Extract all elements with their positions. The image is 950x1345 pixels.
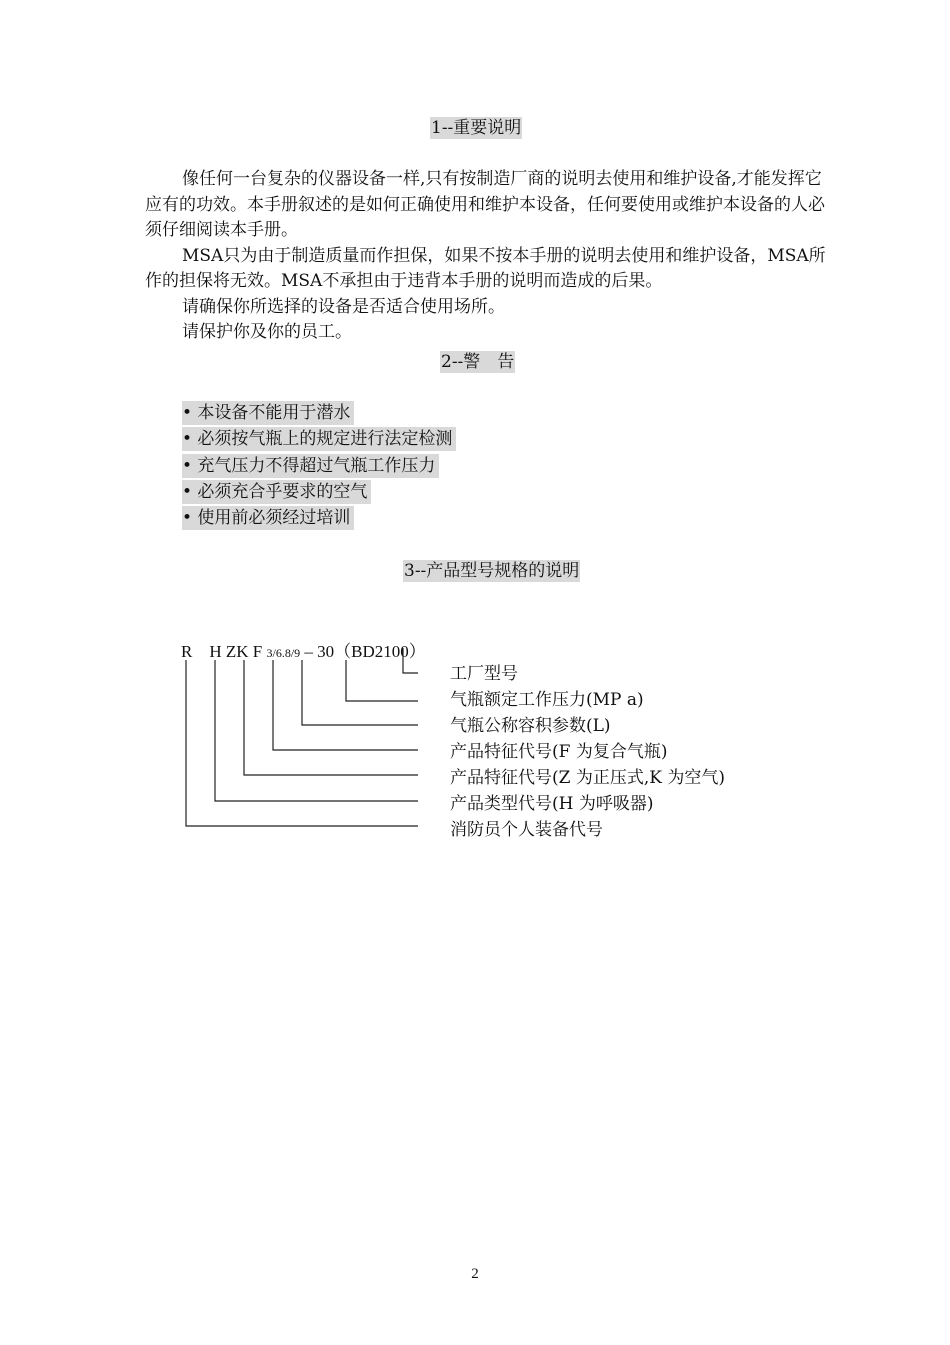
- intro-paragraph-1: 像任何一台复杂的仪器设备一样,只有按制造厂商的说明去使用和维护设备,才能发挥它应有的功效。本手册叙述的是如何正确使用和维护本设备，任何要使用或维护本设备的人必须仔细阅读本手册。: [145, 169, 825, 240]
- warning-item: • 必须充合乎要求的空气: [182, 479, 456, 505]
- label-product-type: 产品类型代号(H 为呼吸器): [450, 794, 654, 814]
- model-code-volumes: 3/6.8/9: [266, 646, 301, 660]
- intro-paragraph-4: 请保护你及你的员工。: [182, 322, 352, 342]
- warning-item: • 使用前必须经过培训: [182, 505, 456, 531]
- label-factory-model: 工厂型号: [450, 664, 518, 684]
- section-1-title: 1--重要说明: [431, 118, 522, 138]
- page-number: 2: [471, 1266, 479, 1282]
- leader-volume: [302, 660, 418, 725]
- leader-feature-zk: [244, 660, 418, 775]
- section-3-title: 3--产品型号规格的说明: [404, 561, 580, 581]
- intro-paragraph-2: MSA只为由于制造质量而作担保，如果不按本手册的说明去使用和维护设备，MSA所作的担保将无效。MSA不承担由于违背本手册的说明而造成的后果。: [145, 245, 826, 291]
- label-nominal-volume: 气瓶公称容积参数(L): [450, 716, 611, 736]
- leader-factory-model: [403, 648, 418, 673]
- warning-item: • 充气压力不得超过气瓶工作压力: [182, 453, 456, 479]
- model-code-main: R H ZK F: [181, 642, 267, 661]
- label-rated-pressure: 气瓶额定工作压力(MP a): [450, 690, 644, 710]
- label-feature-composite: 产品特征代号(F 为复合气瓶): [450, 742, 668, 762]
- leader-pressure: [346, 660, 418, 701]
- section-2-title: 2--警 告: [441, 352, 515, 372]
- leader-type-h: [215, 660, 418, 801]
- model-code-tail: – 30（BD2100）: [300, 642, 426, 661]
- label-feature-positive-air: 产品特征代号(Z 为正压式,K 为空气): [450, 768, 725, 788]
- warning-item: • 必须按气瓶上的规定进行法定检测: [182, 426, 456, 452]
- label-firefighter-equipment: 消防员个人装备代号: [450, 820, 603, 840]
- warning-item: • 本设备不能用于潜水: [182, 400, 456, 426]
- intro-paragraph-3: 请确保你所选择的设备是否适合使用场所。: [182, 296, 505, 317]
